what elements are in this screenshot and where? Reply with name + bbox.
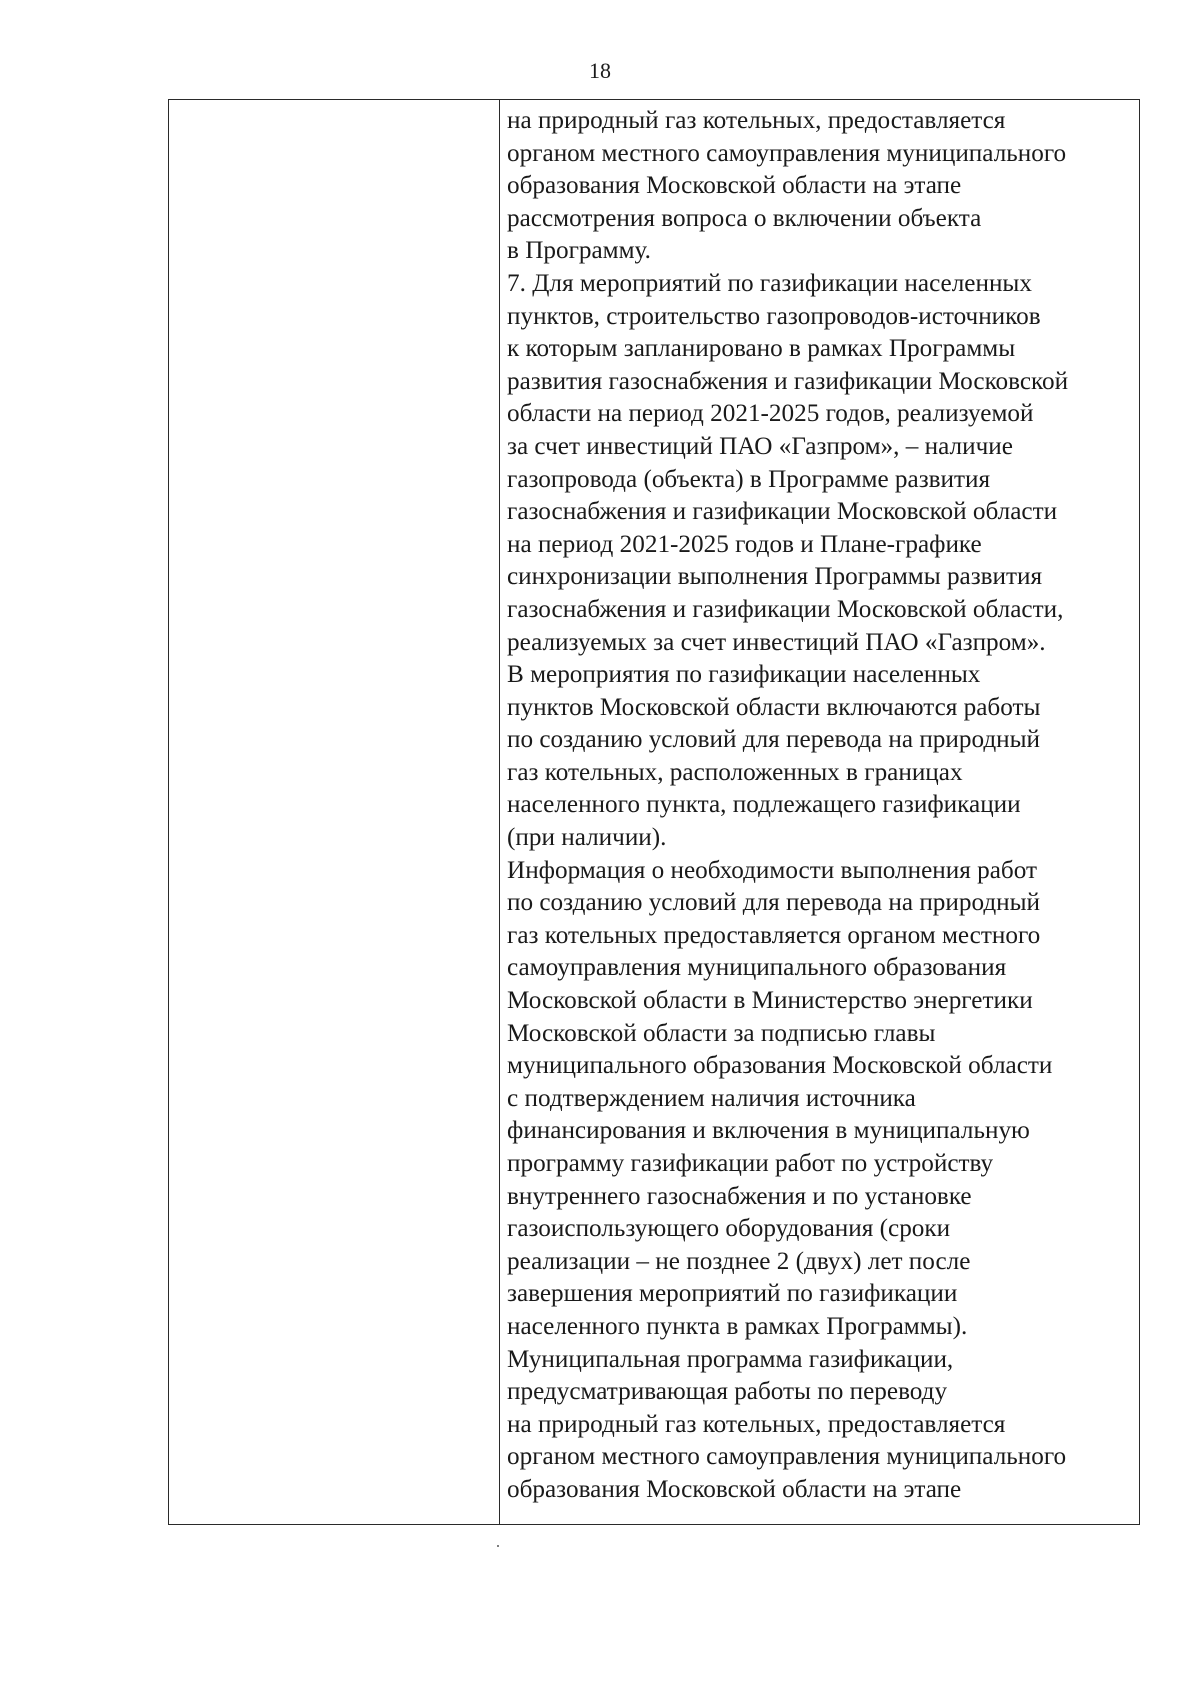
text-line: Московской области за подписью главы	[507, 1019, 936, 1047]
text-line: программу газификации работ по устройству	[507, 1150, 994, 1177]
text-line: Муниципальная программа газификации,	[507, 1345, 954, 1373]
text-line: по созданию условий для перевода на природный	[507, 726, 1041, 754]
text-line: (при наличии).	[507, 824, 667, 852]
text-line: образования Московской области на этапе	[507, 1475, 962, 1503]
text-line: самоуправления муниципального образования	[507, 954, 1007, 982]
text-line: рассмотрения вопроса о включении объекта	[507, 204, 982, 232]
text-line: финансирования и включения в муниципальную	[507, 1117, 1030, 1145]
document-table	[168, 99, 1140, 1525]
text-line: на период 2021-2025 годов и Плане-графике	[507, 530, 982, 558]
table-left-cell	[169, 100, 500, 1524]
scan-speck	[497, 1545, 499, 1547]
text-line: населенного пункта в рамках Программы).	[507, 1312, 968, 1340]
text-line: завершения мероприятий по газификации	[507, 1280, 958, 1308]
text-line: газопровода (объекта) в Программе развития	[507, 465, 991, 493]
text-line: предусматривающая работы по переводу	[507, 1378, 948, 1406]
text-line: пунктов, строительство газопроводов-источников	[507, 302, 1041, 330]
text-line: газ котельных, расположенных в границах	[507, 758, 963, 786]
table-right-cell	[500, 100, 1139, 1524]
text-line: газоснабжения и газификации Московской области,	[507, 595, 1064, 623]
text-line: внутреннего газоснабжения и по установке	[507, 1182, 972, 1210]
text-line: с подтверждением наличия источника	[507, 1084, 916, 1112]
text-line: развития газоснабжения и газификации Московской	[507, 367, 1069, 395]
text-line: реализации – не позднее 2 (двух) лет после	[507, 1247, 971, 1275]
text-line: газоснабжения и газификации Московской области	[507, 498, 1058, 526]
text-line: к которым запланировано в рамках Программы	[507, 335, 1016, 363]
text-line: муниципального образования Московской области	[507, 1052, 1053, 1080]
text-line: образования Московской области на этапе	[507, 172, 962, 200]
text-line: газ котельных предоставляется органом местного	[507, 921, 1041, 949]
text-line: реализуемых за счет инвестиций ПАО «Газпром».	[507, 628, 1046, 656]
page-number: 18	[589, 58, 611, 83]
text-line: органом местного самоуправления муниципального	[507, 139, 1067, 167]
text-line: 7. Для мероприятий по газификации населенных	[507, 269, 1032, 297]
text-line: за счет инвестиций ПАО «Газпром», – наличие	[507, 432, 1013, 460]
text-line: пунктов Московской области включаются работы	[507, 693, 1041, 721]
text-line: населенного пункта, подлежащего газификации	[507, 791, 1021, 819]
text-line: в Программу.	[507, 237, 651, 265]
text-line: органом местного самоуправления муниципального	[507, 1443, 1067, 1471]
text-line: по созданию условий для перевода на природный	[507, 889, 1041, 917]
text-line: синхронизации выполнения Программы развития	[507, 563, 1043, 591]
text-line: области на период 2021-2025 годов, реализуемой	[507, 400, 1034, 428]
text-line: газоиспользующего оборудования (сроки	[507, 1215, 951, 1243]
text-line: В мероприятия по газификации населенных	[507, 661, 981, 689]
text-line: Информация о необходимости выполнения работ	[507, 856, 1037, 884]
text-line: на природный газ котельных, предоставляется	[507, 107, 1006, 134]
text-line: Московской области в Министерство энергетики	[507, 987, 1033, 1015]
text-line: на природный газ котельных, предоставляется	[507, 1410, 1006, 1438]
